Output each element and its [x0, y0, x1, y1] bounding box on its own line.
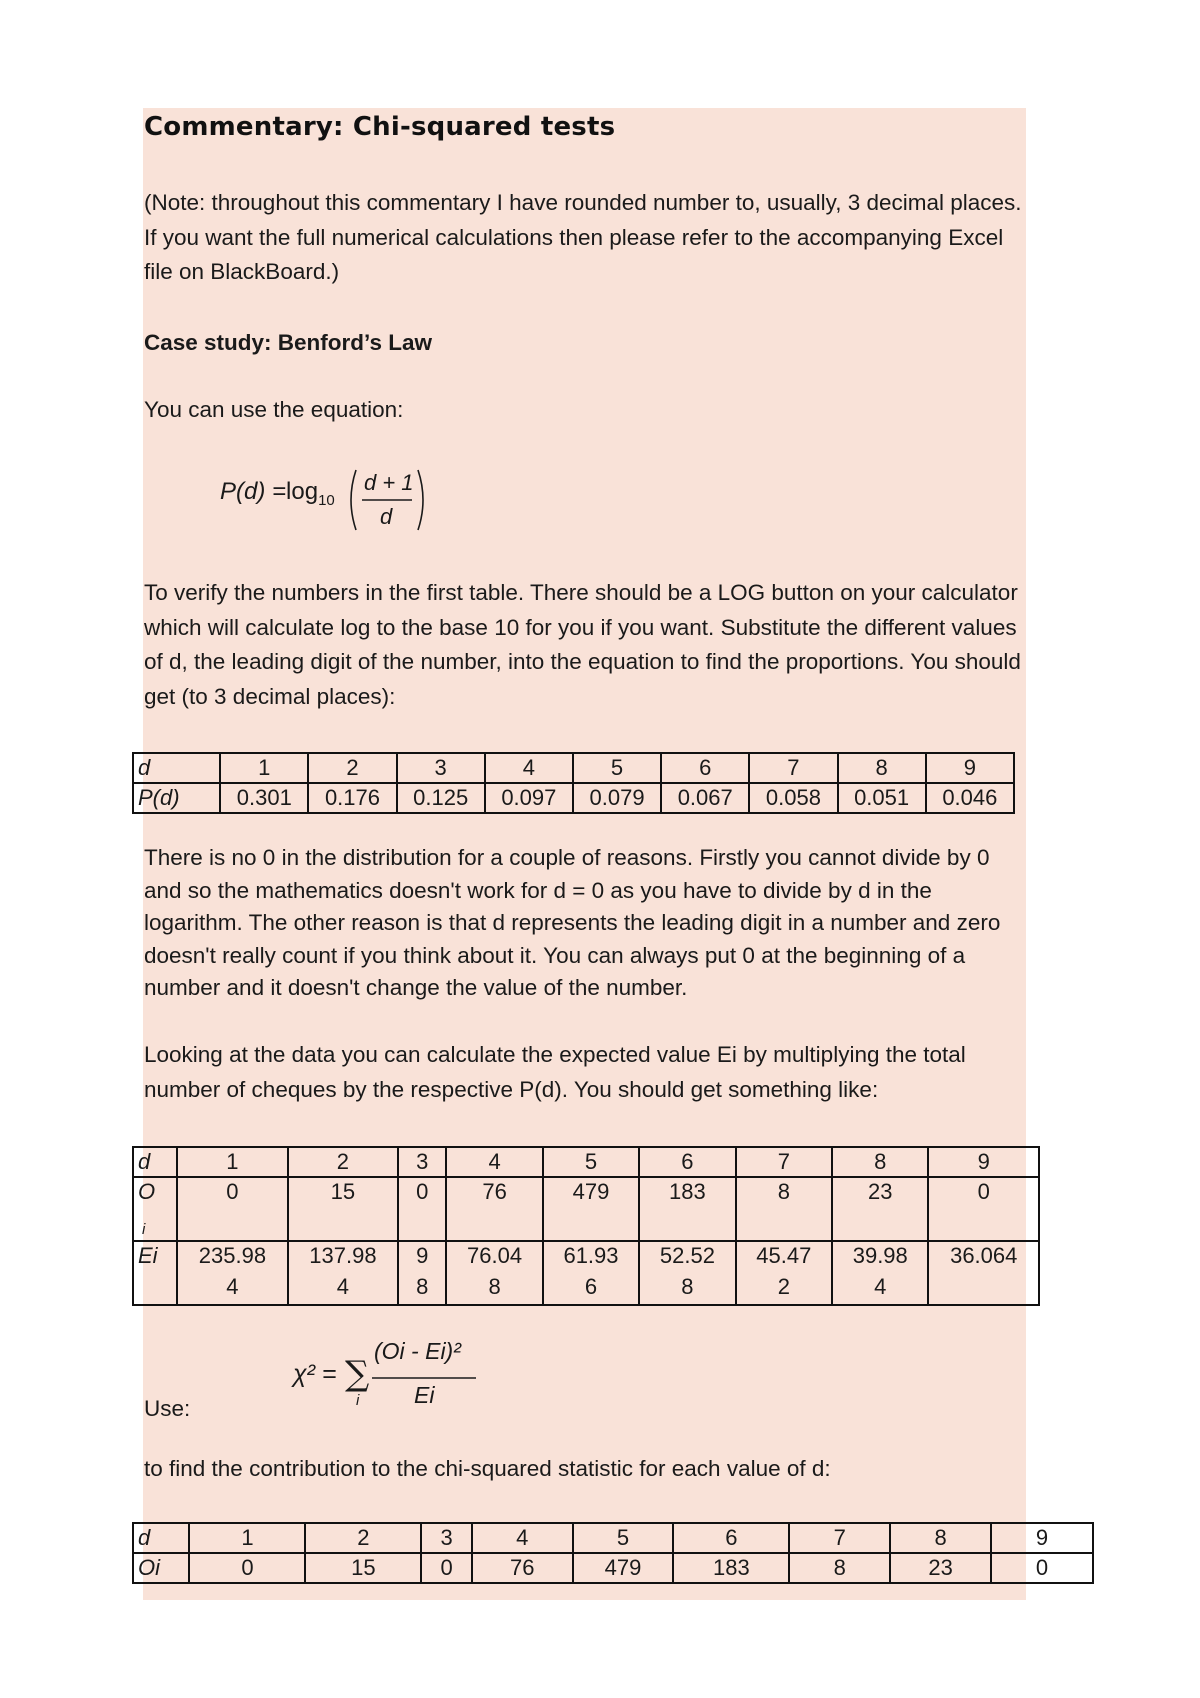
table-cell: 76: [472, 1553, 573, 1583]
equation-log: log: [286, 478, 319, 505]
cell-line: 4: [336, 1274, 350, 1299]
row-label-o: O: [138, 1179, 156, 1204]
table-cell: 1: [177, 1147, 287, 1177]
verify-paragraph: To verify the numbers in the first table. There should be a LOG button on your calculator which will calculate log to the base 10 for you if you want. Substitute the different values of d, the leading digit of the number, into the equation to find the proportions. You should get (to 3 decimal places):: [144, 580, 1021, 709]
row-label: Oi: [133, 1553, 189, 1583]
table-cell: 1: [220, 753, 308, 783]
table-cell: 5: [543, 1147, 639, 1177]
table-cell: 6: [673, 1523, 789, 1553]
table-cell: [928, 1241, 1039, 1305]
cell-line: 4: [226, 1274, 239, 1299]
table-cell: [832, 1241, 928, 1305]
sum-symbol: ∑: [345, 1354, 370, 1394]
cell-line: 52.52: [659, 1243, 715, 1268]
table-cell: 3: [397, 753, 485, 783]
table-cell: 5: [573, 1523, 674, 1553]
table-cell: 23: [890, 1553, 991, 1583]
table-cell: 8: [736, 1177, 832, 1241]
table-cell: [639, 1241, 735, 1305]
page-title: Commentary: Chi-squared tests: [144, 112, 616, 142]
chi-squared-numerator: (Oi - Ei)²: [374, 1338, 461, 1364]
table-row: [133, 1177, 1039, 1241]
chi-squared-fraction-bar: [372, 1376, 478, 1380]
table-cell: 8: [789, 1553, 890, 1583]
cell-line: 45.47: [756, 1243, 812, 1268]
cell-line: 76.04: [467, 1243, 523, 1268]
table-cell: 8: [832, 1147, 928, 1177]
equation-intro: You can use the equation:: [144, 397, 404, 422]
row-label-subscript: i: [142, 1221, 146, 1238]
table-cell: 9: [926, 753, 1014, 783]
table-row: [133, 1523, 1093, 1553]
table-cell: 479: [543, 1177, 639, 1241]
table-cell: 9: [928, 1147, 1039, 1177]
table-cell: 0.301: [220, 783, 308, 813]
table-cell: [736, 1241, 832, 1305]
cell-line: 9: [416, 1243, 429, 1268]
table-cell: 76: [446, 1177, 542, 1241]
table-cell: 1: [189, 1523, 305, 1553]
table-cell: 15: [305, 1553, 421, 1583]
table-cell: 0.097: [485, 783, 573, 813]
table-row: [133, 1241, 1039, 1305]
chi-squared-lhs: χ² =: [293, 1360, 337, 1388]
table-cell: 183: [639, 1177, 735, 1241]
table-cell: 3: [398, 1147, 446, 1177]
row-label: d: [133, 753, 220, 783]
table-cell: 0.176: [308, 783, 396, 813]
probability-table: [132, 752, 1015, 814]
table-cell: 0: [928, 1177, 1039, 1241]
chi-squared-denominator: Ei: [414, 1382, 435, 1408]
cell-line: 36.064: [950, 1243, 1018, 1268]
table-cell: 9: [991, 1523, 1093, 1553]
row-label: [133, 1177, 177, 1241]
table-cell: 0: [398, 1177, 446, 1241]
expected-values-table: [132, 1146, 1040, 1306]
case-study-heading: Case study: Benford’s Law: [144, 330, 432, 355]
table-cell: 6: [661, 753, 749, 783]
table-cell: 0: [421, 1553, 471, 1583]
table-cell: 0.051: [838, 783, 926, 813]
table-cell: 0: [177, 1177, 287, 1241]
table-cell: 2: [288, 1147, 398, 1177]
cell-line: 8: [681, 1274, 694, 1299]
table-cell: 7: [749, 753, 837, 783]
cell-line: 6: [584, 1274, 598, 1299]
row-label: d: [133, 1147, 177, 1177]
table-cell: 2: [305, 1523, 421, 1553]
table-cell: [543, 1241, 639, 1305]
contribution-paragraph: to find the contribution to the chi-squared statistic for each value of d:: [144, 1456, 831, 1481]
table-cell: 7: [789, 1523, 890, 1553]
table-cell: 3: [421, 1523, 471, 1553]
equation-benford: [220, 478, 335, 509]
zero-paragraph: There is no 0 in the distribution for a couple of reasons. Firstly you cannot divide by 0 and so the mathematics doesn't work for d = 0 as you have to divide by d in the logarithm. The other reason is that d represents the leading digit in a number and zero doesn't really count if you think about it. You can always put 0 at the beginning of a number and it doesn't change the value of the number.: [144, 845, 1001, 1000]
cell-line: 39.98: [852, 1243, 908, 1268]
cell-line: 137.98: [309, 1243, 377, 1268]
table-cell: [446, 1241, 542, 1305]
row-label: Ei: [133, 1241, 177, 1305]
table-cell: 7: [736, 1147, 832, 1177]
table-cell: 0.046: [926, 783, 1014, 813]
equation-denominator: d: [380, 504, 393, 529]
table-cell: 2: [308, 753, 396, 783]
table-cell: [288, 1241, 398, 1305]
table-cell: 8: [890, 1523, 991, 1553]
table-cell: 15: [288, 1177, 398, 1241]
row-label: d: [133, 1523, 189, 1553]
table-cell: 0: [189, 1553, 305, 1583]
table-row: [133, 1553, 1093, 1583]
equation-numerator: d + 1: [364, 470, 414, 495]
table-cell: 4: [446, 1147, 542, 1177]
table-cell: 0.067: [661, 783, 749, 813]
cell-line: 8: [416, 1274, 429, 1299]
table-cell: 479: [573, 1553, 674, 1583]
table-cell: [177, 1241, 287, 1305]
table-cell: 0: [991, 1553, 1093, 1583]
table-cell: 0.058: [749, 783, 837, 813]
table-cell: 6: [639, 1147, 735, 1177]
table-cell: [398, 1241, 446, 1305]
table-cell: 4: [472, 1523, 573, 1553]
use-label: Use:: [144, 1396, 191, 1421]
table-cell: 8: [838, 753, 926, 783]
table-row: [133, 753, 1014, 783]
table-row: [133, 783, 1014, 813]
cell-line: 235.98: [198, 1243, 267, 1268]
cell-line: 8: [488, 1274, 501, 1299]
equation-log-base: 10: [318, 491, 335, 509]
table-cell: 4: [485, 753, 573, 783]
table-cell: 23: [832, 1177, 928, 1241]
table-cell: 0.125: [397, 783, 485, 813]
cell-line: 61.93: [563, 1243, 619, 1268]
table-cell: 0.079: [573, 783, 661, 813]
table-cell: 183: [673, 1553, 789, 1583]
cell-line: 4: [874, 1274, 887, 1299]
row-label: P(d): [133, 783, 220, 813]
contribution-table: [132, 1522, 1094, 1584]
sum-index: i: [356, 1392, 360, 1409]
equation-lhs: P(d) =: [220, 478, 287, 505]
table-row: [133, 1147, 1039, 1177]
note-paragraph: (Note: throughout this commentary I have rounded number to, usually, 3 decimal places. If you want the full numerical calculations then please refer to the accompanying Excel file on BlackBoard.): [144, 190, 1022, 284]
expected-paragraph: Looking at the data you can calculate the expected value Ei by multiplying the total number of cheques by the respective P(d). You should get something like:: [144, 1042, 966, 1102]
table-cell: 5: [573, 753, 661, 783]
cell-line: 2: [777, 1274, 790, 1299]
